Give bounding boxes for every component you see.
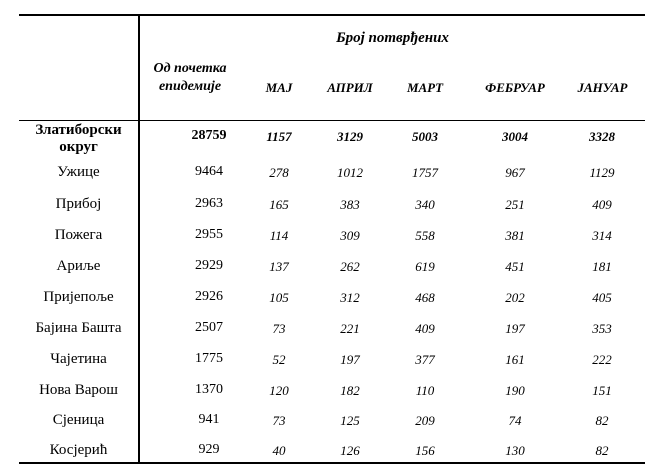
row-month-value: 82: [595, 443, 609, 458]
row-name: Златиборски округ: [35, 122, 122, 155]
row-month-value: 3129: [337, 129, 363, 144]
row-month-value: 468: [415, 290, 435, 305]
row-month-value: 314: [592, 228, 612, 243]
row-month-value: 1012: [337, 165, 363, 180]
row-name: Нова Варош: [39, 382, 118, 398]
row-month-value: 73: [272, 321, 286, 336]
row-month-value: 222: [592, 352, 612, 367]
row-month-value: 377: [415, 352, 435, 367]
row-month-value: 181: [592, 259, 612, 274]
header-month-january: ЈАНУАР: [577, 80, 628, 95]
row-month-value: 197: [505, 321, 525, 336]
row-total: 2926: [195, 289, 223, 304]
row-month-value: 73: [272, 413, 286, 428]
row-month-value: 161: [505, 352, 525, 367]
row-month-value: 197: [340, 352, 360, 367]
row-total: 1370: [195, 382, 223, 397]
row-total: 2955: [195, 227, 223, 242]
row-month-value: 137: [269, 259, 289, 274]
row-month-value: 409: [415, 321, 435, 336]
row-month-value: 74: [508, 413, 522, 428]
row-month-value: 202: [505, 290, 525, 305]
row-month-value: 151: [592, 383, 612, 398]
row-month-value: 451: [505, 259, 525, 274]
row-month-value: 1129: [589, 165, 615, 180]
row-month-value: 190: [505, 383, 525, 398]
row-month-value: 251: [505, 197, 525, 212]
table-row: [19, 314, 645, 344]
row-month-value: 967: [505, 165, 525, 180]
table-row: [19, 406, 645, 436]
row-month-value: 165: [269, 197, 289, 212]
row-month-value: 409: [592, 197, 612, 212]
header-confirmed-count: Број потврђених: [336, 30, 449, 46]
row-month-value: 126: [340, 443, 360, 458]
row-month-value: 3328: [589, 129, 615, 144]
row-name: Пожега: [54, 227, 103, 243]
row-month-value: 309: [340, 228, 360, 243]
row-month-value: 312: [340, 290, 360, 305]
table-row: [19, 190, 645, 220]
row-month-value: 1157: [266, 129, 292, 144]
row-total: 2929: [195, 258, 223, 273]
row-month-value: 114: [269, 228, 289, 243]
row-name: Пријепоље: [43, 289, 114, 305]
table-row: [19, 283, 645, 313]
row-month-value: 110: [415, 383, 435, 398]
row-total: 1775: [195, 351, 223, 366]
table-row: [19, 158, 645, 188]
row-month-value: 353: [592, 321, 612, 336]
row-month-value: 156: [415, 443, 435, 458]
row-total: 929: [198, 442, 220, 457]
row-month-value: 558: [415, 228, 435, 243]
row-month-value: 105: [269, 290, 289, 305]
row-month-value: 40: [272, 443, 286, 458]
row-month-value: 381: [505, 228, 525, 243]
row-month-value: 125: [340, 413, 360, 428]
table-row: [19, 221, 645, 251]
row-month-value: 262: [340, 259, 360, 274]
row-month-value: 340: [415, 197, 435, 212]
row-month-value: 5003: [412, 129, 438, 144]
table-row: [19, 252, 645, 282]
row-total: 941: [198, 412, 220, 427]
row-month-value: 120: [269, 383, 289, 398]
header-month-april: АПРИЛ: [327, 80, 373, 95]
row-month-value: 383: [340, 197, 360, 212]
row-month-value: 182: [340, 383, 360, 398]
header-since-start: Од почетка епидемије: [153, 61, 227, 94]
header-month-february: ФЕБРУАР: [485, 80, 545, 95]
row-month-value: 405: [592, 290, 612, 305]
header-divider: [19, 120, 645, 121]
row-month-value: 130: [505, 443, 525, 458]
row-total: 2963: [195, 196, 223, 211]
row-month-value: 3004: [502, 129, 528, 144]
table-row: [19, 436, 645, 466]
row-name: Прибој: [55, 196, 102, 212]
row-name: Бајина Башта: [35, 320, 122, 336]
header-month-may: МАЈ: [265, 80, 293, 95]
row-month-value: 619: [415, 259, 435, 274]
row-month-value: 278: [269, 165, 289, 180]
row-name: Ужице: [57, 164, 100, 180]
table-row: [19, 122, 645, 155]
row-name: Ариље: [56, 258, 101, 274]
row-name: Косјерић: [49, 442, 108, 458]
row-month-value: 221: [340, 321, 360, 336]
row-name: Сјеница: [52, 412, 105, 428]
row-total: 9464: [195, 164, 223, 179]
table-row: [19, 376, 645, 406]
header-month-march: МАРТ: [406, 80, 444, 95]
row-total: 2507: [195, 320, 223, 335]
table-row: [19, 345, 645, 375]
row-month-value: 82: [595, 413, 609, 428]
row-month-value: 52: [272, 352, 286, 367]
row-name: Чајетина: [50, 351, 107, 367]
row-month-value: 209: [415, 413, 435, 428]
row-month-value: 1757: [412, 165, 438, 180]
row-total: 28759: [191, 128, 227, 143]
